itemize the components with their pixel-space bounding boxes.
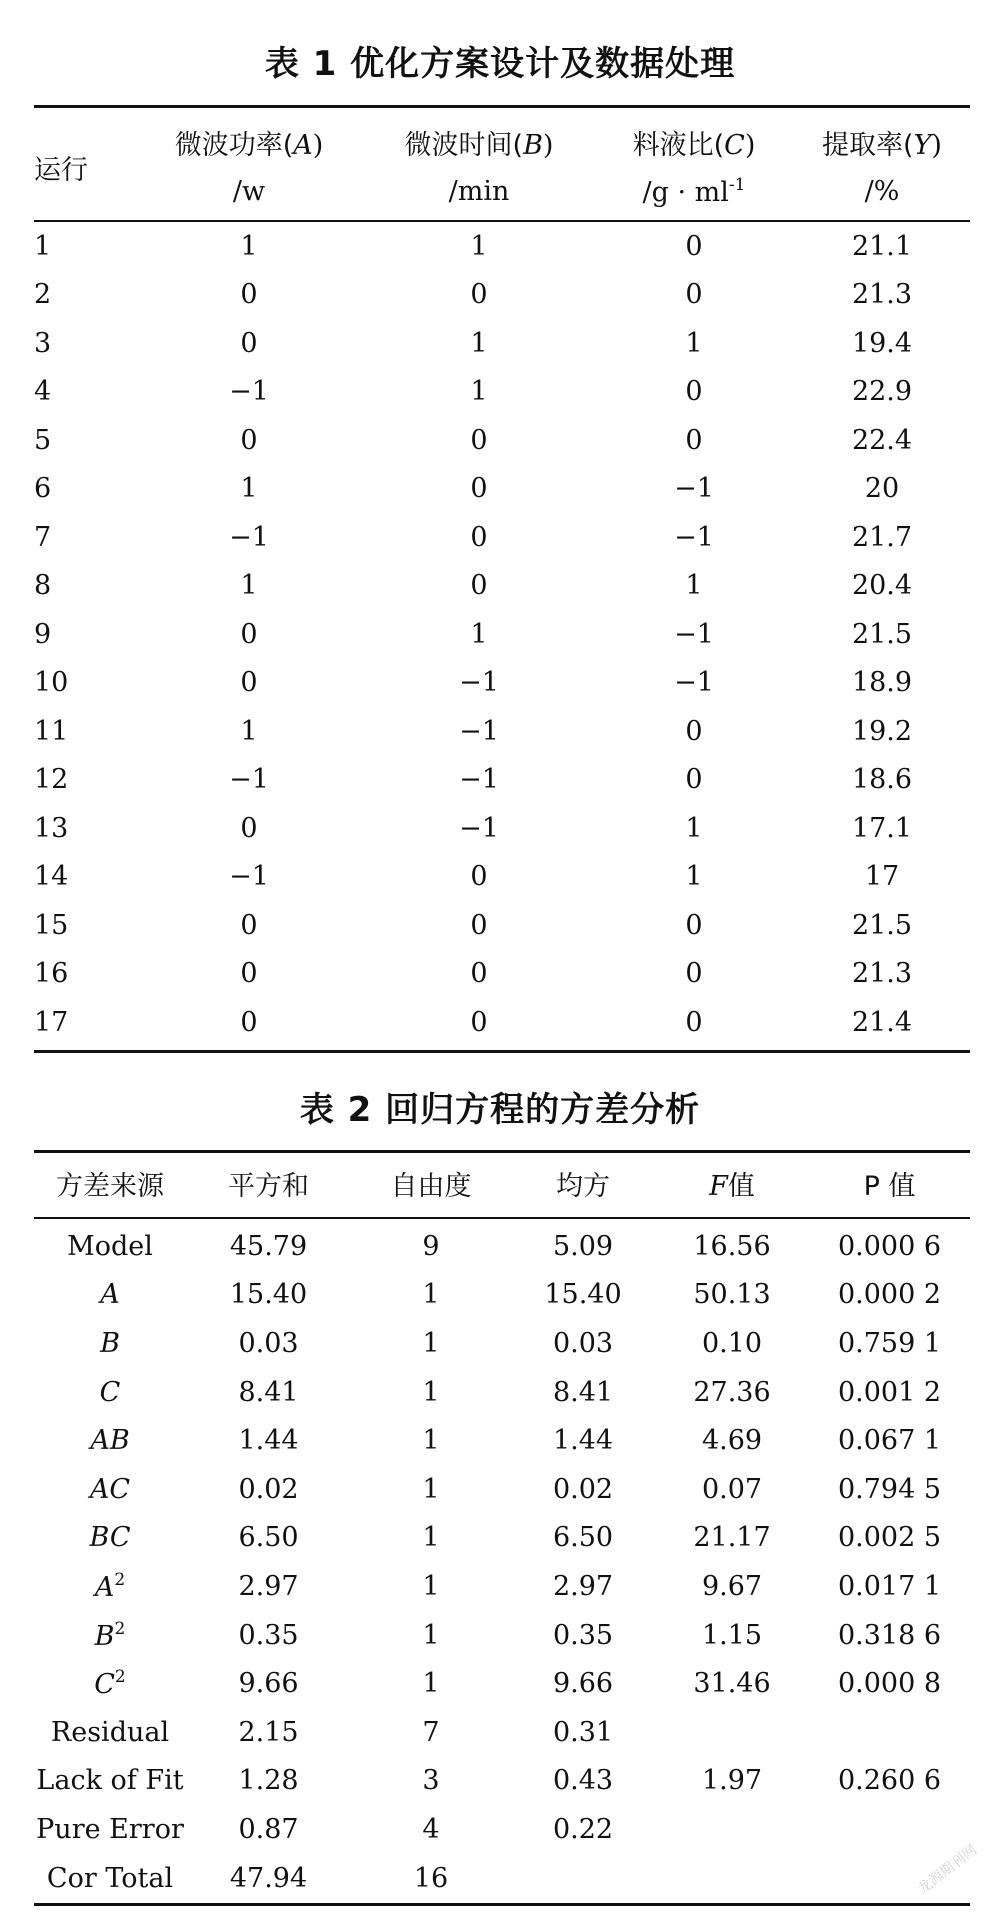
header-f: F值 — [709, 1171, 755, 1202]
cell-ss: 47.94 — [229, 1862, 308, 1894]
cell-c: 0 — [685, 764, 703, 796]
cell-c: 1 — [685, 812, 703, 844]
cell-ss: 8.41 — [238, 1376, 299, 1408]
cell-b: −1 — [459, 715, 499, 747]
cell-y: 20.4 — [851, 570, 913, 602]
cell-df: 1 — [422, 1279, 440, 1311]
cell-source: A — [100, 1279, 120, 1311]
table-row — [34, 1611, 970, 1660]
cell-ss: 45.79 — [229, 1230, 308, 1262]
cell-run: 10 — [34, 667, 69, 699]
cell-c: 0 — [685, 424, 703, 456]
cell-a: −1 — [229, 764, 269, 796]
cell-y: 18.6 — [851, 764, 913, 796]
cell-source: Lack of Fit — [36, 1765, 184, 1797]
cell-p: 0.067 1 — [837, 1425, 942, 1457]
cell-df: 1 — [422, 1619, 440, 1651]
cell-b: 0 — [470, 861, 488, 893]
cell-ss: 9.66 — [238, 1668, 299, 1700]
cell-c: 0 — [685, 279, 703, 311]
cell-a: −1 — [229, 376, 269, 408]
cell-y: 17 — [864, 861, 900, 893]
cell-df: 1 — [422, 1668, 440, 1700]
cell-run: 5 — [34, 424, 52, 456]
cell-f: 16.56 — [693, 1230, 771, 1262]
cell-a: 0 — [240, 618, 258, 650]
cell-a: 0 — [240, 279, 258, 311]
cell-b: 0 — [470, 909, 488, 941]
cell-df: 9 — [422, 1230, 440, 1262]
cell-b: −1 — [459, 764, 499, 796]
cell-ms: 9.66 — [552, 1668, 614, 1700]
table-row — [34, 513, 970, 562]
header-y: 提取率(Y) — [822, 130, 942, 161]
cell-b: 1 — [470, 327, 488, 359]
cell-run: 15 — [34, 909, 69, 941]
cell-b: 0 — [470, 570, 488, 602]
cell-f — [655, 1805, 809, 1854]
cell-ms: 5.09 — [552, 1230, 614, 1262]
cell-y: 19.4 — [851, 327, 913, 359]
cell-source: AC — [89, 1473, 131, 1505]
cell-f: 1.15 — [701, 1619, 763, 1651]
cell-source: Residual — [50, 1716, 170, 1748]
header-y-unit: /% — [864, 176, 900, 207]
cell-y: 21.5 — [851, 618, 913, 650]
cell-source: BC — [89, 1522, 131, 1554]
cell-df: 1 — [422, 1522, 440, 1554]
cell-run: 17 — [34, 1006, 69, 1038]
cell-ss: 0.35 — [238, 1619, 299, 1651]
cell-f: 21.17 — [693, 1522, 771, 1554]
cell-run: 8 — [34, 570, 52, 602]
cell-df: 7 — [422, 1716, 440, 1748]
table-row — [34, 1319, 970, 1368]
cell-f: 31.46 — [693, 1668, 771, 1700]
cell-source: Model — [67, 1230, 153, 1262]
cell-run: 9 — [34, 618, 52, 650]
cell-p: 0.001 2 — [837, 1376, 942, 1408]
cell-f: 4.69 — [701, 1425, 763, 1457]
cell-y: 21.7 — [851, 521, 913, 553]
cell-c: −1 — [674, 667, 714, 699]
table-row — [34, 1562, 970, 1611]
cell-c: 0 — [685, 958, 703, 990]
cell-ms: 6.50 — [552, 1522, 614, 1554]
cell-ms: 0.43 — [552, 1765, 614, 1797]
cell-f: 50.13 — [693, 1279, 771, 1311]
cell-y: 21.4 — [851, 1006, 913, 1038]
cell-ms: 0.22 — [552, 1813, 614, 1845]
header-p: P 值 — [863, 1171, 916, 1202]
cell-y: 19.2 — [851, 715, 913, 747]
cell-run: 6 — [34, 473, 52, 505]
cell-a: −1 — [229, 521, 269, 553]
cell-p: 0.000 8 — [837, 1668, 942, 1700]
cell-ms: 8.41 — [552, 1376, 614, 1408]
cell-c: 0 — [685, 1006, 703, 1038]
table1-top-rule — [34, 105, 970, 108]
cell-run: 1 — [34, 230, 52, 262]
cell-ss: 0.02 — [238, 1473, 299, 1505]
cell-ms: 2.97 — [552, 1570, 614, 1602]
cell-p: 0.000 2 — [837, 1279, 942, 1311]
cell-df: 1 — [422, 1327, 440, 1359]
table1-header — [34, 118, 970, 216]
table-row — [34, 1368, 970, 1417]
cell-b: 0 — [470, 279, 488, 311]
cell-run: 4 — [34, 376, 52, 408]
cell-source: C — [99, 1376, 121, 1408]
header-b: 微波时间(B) — [404, 130, 554, 161]
cell-run: 12 — [34, 764, 69, 796]
cell-c: −1 — [674, 521, 714, 553]
cell-a: 0 — [240, 1006, 258, 1038]
cell-b: 0 — [470, 521, 488, 553]
table1-title: 表 1 优化方案设计及数据处理 — [264, 44, 736, 84]
table-row — [34, 416, 970, 465]
cell-run: 13 — [34, 812, 69, 844]
cell-ss: 1.28 — [238, 1765, 299, 1797]
cell-y: 21.3 — [851, 958, 913, 990]
table-row — [34, 368, 970, 417]
cell-y: 21.1 — [851, 230, 913, 262]
header-c: 料液比(C) — [632, 130, 756, 161]
cell-ms: 0.31 — [552, 1716, 614, 1748]
cell-df: 1 — [422, 1425, 440, 1457]
table2-body — [34, 1222, 970, 1902]
cell-a: −1 — [229, 861, 269, 893]
table-row — [34, 1416, 970, 1465]
table-row — [34, 1514, 970, 1563]
cell-a: 1 — [240, 715, 258, 747]
cell-p: 0.794 5 — [837, 1473, 942, 1505]
header-source: 方差来源 — [56, 1171, 164, 1202]
table-row — [34, 901, 970, 950]
watermark: 龙源期刊网 — [915, 1841, 981, 1898]
cell-b: 1 — [470, 376, 488, 408]
cell-a: 0 — [240, 327, 258, 359]
table-row — [34, 756, 970, 805]
table2-header-rule — [34, 1217, 970, 1219]
cell-b: 0 — [470, 958, 488, 990]
cell-b: 1 — [470, 230, 488, 262]
cell-c: 1 — [685, 327, 703, 359]
table-row — [34, 610, 970, 659]
cell-p: 0.260 6 — [837, 1765, 942, 1797]
cell-f — [655, 1708, 809, 1757]
cell-run: 11 — [34, 715, 69, 747]
cell-ss: 1.44 — [238, 1425, 299, 1457]
cell-a: 0 — [240, 812, 258, 844]
cell-ms: 1.44 — [552, 1425, 614, 1457]
cell-c: 1 — [685, 861, 703, 893]
cell-c: −1 — [674, 473, 714, 505]
table-row — [34, 271, 970, 320]
cell-f: 27.36 — [693, 1376, 771, 1408]
table-row — [34, 1757, 970, 1806]
cell-a: 1 — [240, 230, 258, 262]
header-b-unit: /min — [448, 176, 510, 207]
cell-a: 0 — [240, 424, 258, 456]
cell-source: $A^2$ — [94, 1569, 126, 1603]
table-row — [34, 950, 970, 999]
cell-p: 0.017 1 — [837, 1570, 942, 1602]
table-row — [34, 659, 970, 708]
header-ms: 均方 — [556, 1171, 610, 1202]
cell-ss: 2.15 — [238, 1716, 299, 1748]
cell-c: 0 — [685, 376, 703, 408]
cell-c: 0 — [685, 230, 703, 262]
table-row — [34, 1805, 970, 1854]
cell-run: 7 — [34, 521, 52, 553]
cell-run: 14 — [34, 861, 69, 893]
cell-b: 0 — [470, 424, 488, 456]
table-row — [34, 804, 970, 853]
cell-source: $B^2$ — [94, 1618, 126, 1652]
cell-y: 18.9 — [851, 667, 913, 699]
cell-f: 0.07 — [701, 1473, 763, 1505]
cell-c: 0 — [685, 715, 703, 747]
table-row — [34, 1708, 970, 1757]
table-row — [34, 1222, 970, 1271]
cell-ss: 0.03 — [238, 1327, 299, 1359]
cell-df: 16 — [413, 1862, 449, 1894]
cell-df: 1 — [422, 1376, 440, 1408]
cell-p — [809, 1708, 970, 1757]
table-row — [34, 1465, 970, 1514]
cell-p: 0.759 1 — [837, 1327, 942, 1359]
cell-ms: 0.03 — [552, 1327, 614, 1359]
cell-source: $C^2$ — [94, 1667, 126, 1701]
cell-ms: 0.35 — [552, 1619, 614, 1651]
cell-f — [655, 1854, 809, 1903]
cell-f: 0.10 — [701, 1327, 763, 1359]
table-row — [34, 319, 970, 368]
cell-p: 0.002 5 — [837, 1522, 942, 1554]
cell-run: 16 — [34, 958, 69, 990]
cell-a: 0 — [240, 667, 258, 699]
table2-title: 表 2 回归方程的方差分析 — [299, 1090, 701, 1130]
table-row — [34, 222, 970, 271]
table-row — [34, 1854, 970, 1903]
header-df: 自由度 — [390, 1171, 472, 1202]
cell-b: 0 — [470, 473, 488, 505]
cell-a: 0 — [240, 958, 258, 990]
cell-b: −1 — [459, 812, 499, 844]
cell-c: −1 — [674, 618, 714, 650]
cell-f: 9.67 — [701, 1570, 763, 1602]
table-row — [34, 465, 970, 514]
cell-ms: 15.40 — [544, 1279, 622, 1311]
cell-a: 1 — [240, 570, 258, 602]
cell-ss: 6.50 — [238, 1522, 299, 1554]
cell-source: B — [100, 1327, 120, 1359]
cell-run: 3 — [34, 327, 52, 359]
cell-run: 2 — [34, 279, 52, 311]
table-row — [34, 853, 970, 902]
header-run: 运行 — [34, 154, 88, 186]
cell-ss: 15.40 — [229, 1279, 308, 1311]
cell-df: 1 — [422, 1473, 440, 1505]
header-a: 微波功率(A) — [174, 130, 324, 161]
header-ss: 平方和 — [228, 1171, 309, 1202]
table2-header — [34, 1152, 970, 1215]
cell-a: 1 — [240, 473, 258, 505]
cell-y: 22.4 — [851, 424, 913, 456]
cell-ms — [511, 1854, 655, 1903]
cell-ms: 0.02 — [552, 1473, 614, 1505]
cell-b: 1 — [470, 618, 488, 650]
table1-body — [34, 222, 970, 1047]
cell-ss: 2.97 — [238, 1570, 299, 1602]
table-row — [34, 998, 970, 1047]
cell-df: 3 — [422, 1765, 440, 1797]
cell-ss: 0.87 — [238, 1813, 299, 1845]
cell-df: 1 — [422, 1570, 440, 1602]
table-row — [34, 562, 970, 611]
cell-y: 20 — [864, 473, 900, 505]
cell-c: 1 — [685, 570, 703, 602]
cell-y: 21.5 — [851, 909, 913, 941]
header-c-unit: $/g \cdot ml^{-1}$ — [642, 175, 746, 208]
table2-bottom-rule — [34, 1903, 970, 1906]
cell-y: 21.3 — [851, 279, 913, 311]
cell-p: 0.318 6 — [837, 1619, 942, 1651]
cell-b: −1 — [459, 667, 499, 699]
cell-f: 1.97 — [701, 1765, 763, 1797]
header-a-unit: /w — [232, 176, 266, 207]
cell-y: 17.1 — [851, 812, 913, 844]
cell-b: 0 — [470, 1006, 488, 1038]
cell-p: 0.000 6 — [837, 1230, 942, 1262]
cell-y: 22.9 — [851, 376, 913, 408]
cell-c: 0 — [685, 909, 703, 941]
table1-bottom-rule — [34, 1050, 970, 1053]
cell-p — [809, 1805, 970, 1854]
cell-df: 4 — [422, 1813, 440, 1845]
table-row — [34, 1659, 970, 1708]
cell-source: AB — [90, 1425, 130, 1457]
cell-source: Cor Total — [46, 1862, 174, 1894]
table-row — [34, 707, 970, 756]
table-row — [34, 1271, 970, 1320]
cell-a: 0 — [240, 909, 258, 941]
cell-source: Pure Error — [36, 1813, 184, 1845]
